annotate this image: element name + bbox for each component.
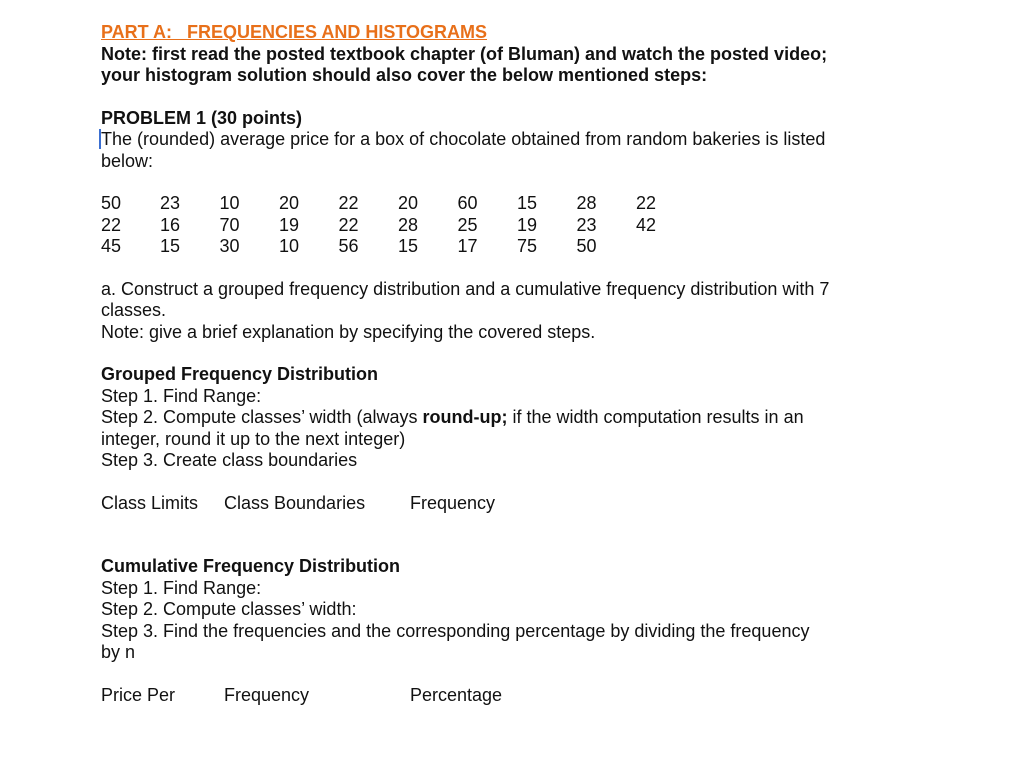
question-a-note: Note: give a brief explanation by specifying the covered steps. <box>101 321 596 342</box>
grouped-step2-bold: round-up; <box>422 407 508 427</box>
grouped-heading: Grouped Frequency Distribution <box>101 364 379 384</box>
data-cell: 10 <box>219 193 240 213</box>
grouped-column-headers <box>101 493 881 515</box>
question-a-line1: a. Construct a grouped frequency distribution and a cumulative frequency distribution with 7 <box>101 278 830 299</box>
problem-heading: PROBLEM 1 (30 points) <box>101 107 303 128</box>
cumulative-step3: Step 3. Find the frequencies and the corresponding percentage by dividing the frequency <box>101 620 810 641</box>
data-cell: 22 <box>101 214 122 235</box>
data-cell: 28 <box>576 193 597 213</box>
note-line-1: Note: first read the posted textbook chapter (of Bluman) and watch the posted video; <box>101 43 828 64</box>
data-cell: 22 <box>338 193 359 213</box>
data-cell: 20 <box>279 193 300 213</box>
cumulative-step3-line2: by n <box>101 642 136 662</box>
data-cell: 75 <box>517 236 538 256</box>
data-cell: 50 <box>101 193 122 213</box>
grouped-step2-post: if the width computation results in an <box>507 407 804 427</box>
data-cell: 28 <box>398 214 419 235</box>
data-row <box>101 215 696 237</box>
data-cell: 17 <box>457 236 478 256</box>
question-a-line2: classes. <box>101 300 167 320</box>
col-class-limits: Class Limits <box>101 492 199 513</box>
data-cell: 23 <box>160 193 181 213</box>
data-cell: 10 <box>279 236 300 256</box>
price-data-table <box>101 193 696 258</box>
data-cell: 25 <box>457 214 478 235</box>
data-cell: 30 <box>219 236 240 256</box>
data-cell: 42 <box>636 214 657 235</box>
data-cell <box>636 236 696 258</box>
data-cell: 56 <box>338 236 359 256</box>
data-cell: 22 <box>338 214 359 235</box>
part-title: PART A: FREQUENCIES AND HISTOGRAMS <box>101 22 488 42</box>
grouped-step2-pre: Step 2. Compute classes’ width (always <box>101 407 423 427</box>
data-cell: 15 <box>398 236 419 256</box>
cumulative-column-headers <box>101 685 881 707</box>
data-cell: 50 <box>576 236 597 256</box>
data-cell: 22 <box>636 193 657 213</box>
problem-intro-line2: below: <box>101 150 154 171</box>
col-percentage: Percentage <box>410 684 503 705</box>
cumulative-heading: Cumulative Frequency Distribution <box>101 556 401 576</box>
document-body <box>101 22 881 706</box>
cumulative-step1: Step 1. Find Range: <box>101 577 262 598</box>
col-class-boundaries: Class Boundaries <box>224 492 366 513</box>
data-row <box>101 193 696 215</box>
col-cum-frequency: Frequency <box>224 684 310 705</box>
data-cell: 19 <box>517 214 538 235</box>
problem-intro-rest: he (rounded) average price for a box of chocolate obtained from random bakeries is listed <box>112 129 826 149</box>
note-line-2: your histogram solution should also cover the below mentioned steps: <box>101 65 708 85</box>
data-cell: 60 <box>457 193 478 213</box>
data-row <box>101 236 696 258</box>
cumulative-step2: Step 2. Compute classes’ width: <box>101 599 357 619</box>
data-cell: 23 <box>576 214 597 235</box>
col-price-per: Price Per <box>101 684 176 705</box>
data-cell: 70 <box>219 214 240 235</box>
grouped-step1: Step 1. Find Range: <box>101 385 262 406</box>
col-frequency: Frequency <box>410 492 496 513</box>
data-cell: 15 <box>517 193 538 213</box>
data-cell: 19 <box>279 214 300 235</box>
text-cursor[interactable]: T <box>101 129 112 149</box>
data-cell: 20 <box>398 193 419 213</box>
data-cell: 45 <box>101 236 122 256</box>
grouped-step3: Step 3. Create class boundaries <box>101 450 358 470</box>
grouped-step2-line2: integer, round it up to the next integer) <box>101 428 406 449</box>
grouped-step2 <box>101 407 881 429</box>
problem-intro <box>101 129 881 151</box>
data-cell: 15 <box>160 236 181 256</box>
data-cell: 16 <box>160 214 181 235</box>
